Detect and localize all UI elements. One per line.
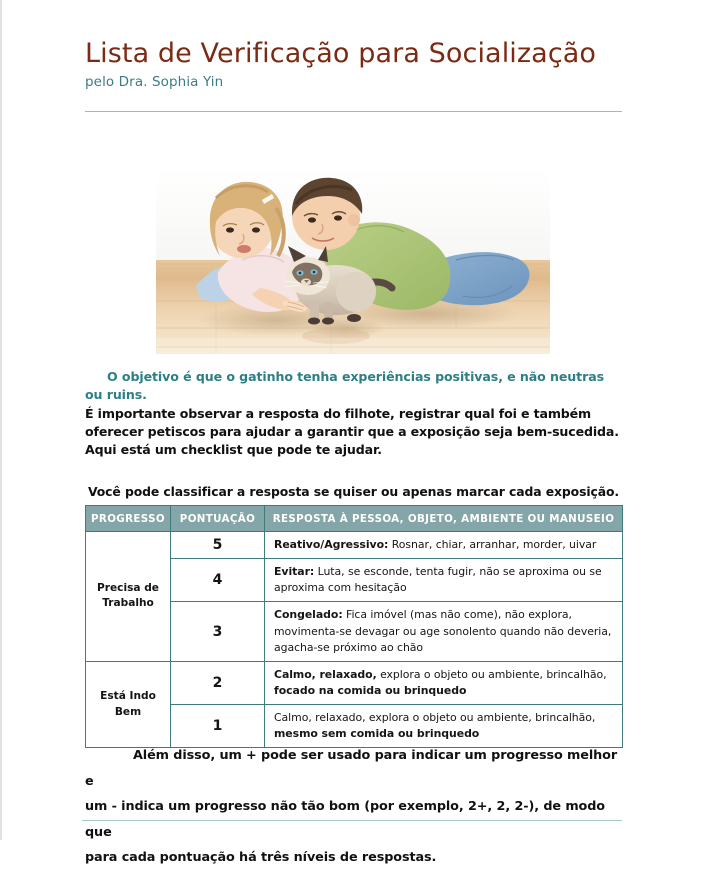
progress-label-line1: Precisa de — [97, 582, 159, 595]
column-header-score: PONTUAÇÃO — [171, 506, 265, 532]
response-lead: Congelado: — [274, 608, 343, 622]
children-with-kitten-illustration — [156, 168, 550, 354]
footer-divider — [82, 820, 622, 821]
progress-label-line2: Trabalho — [102, 597, 154, 610]
scoring-table-wrapper — [85, 505, 622, 748]
progress-group-needs-work — [86, 532, 171, 662]
progress-label-line1: Está Indo — [100, 690, 156, 703]
response-lead: Reativo/Agressivo: — [274, 538, 389, 551]
table-row — [86, 661, 623, 704]
response-lead: Calmo, relaxado, — [274, 667, 377, 681]
response-description — [265, 559, 623, 602]
response-text: explora o objeto ou ambiente, brincalhão, — [376, 667, 607, 681]
response-text: Rosnar, chiar, arranhar, morder, uivar — [388, 538, 597, 551]
response-description — [265, 661, 623, 704]
column-header-response: RESPOSTA À PESSOA, OBJETO, AMBIENTE OU MANUSEIO — [265, 506, 623, 532]
footer-note — [85, 743, 625, 871]
column-header-progress: PROGRESSO — [86, 506, 171, 532]
response-text: Luta, se esconde, tenta fugir, não se aproxima ou se aproxima com hesitação — [274, 565, 602, 595]
score-value: 5 — [171, 532, 265, 559]
response-description — [265, 705, 623, 748]
table-header-row — [86, 506, 623, 532]
response-description — [265, 532, 623, 559]
score-value: 2 — [171, 661, 265, 704]
footer-line-2: um - indica um progresso não tão bom (por exemplo, 2+, 2, 2-), de modo que — [85, 799, 605, 840]
table-row — [86, 532, 623, 559]
author-byline: pelo Dra. Sophia Yin — [85, 73, 224, 90]
document-header — [85, 38, 625, 90]
response-lead: Evitar: — [274, 565, 315, 579]
intro-paragraph — [85, 368, 622, 459]
footer-line-1: Além disso, um + pode ser usado para indicar um progresso melhor e — [85, 748, 618, 789]
header-divider — [85, 111, 622, 112]
progress-group-doing-well — [86, 661, 171, 748]
score-value: 1 — [171, 705, 265, 748]
response-tail: mesmo sem comida ou brinquedo — [274, 727, 480, 741]
response-text: Calmo, relaxado, explora o objeto ou ambiente, brincalhão, — [274, 711, 596, 725]
hero-photo — [156, 168, 550, 354]
progress-label-line2: Bem — [114, 705, 142, 718]
table-caption: Você pode classificar a resposta se quiser ou apenas marcar cada exposição. — [87, 484, 620, 499]
intro-body-text: É importante observar a resposta do filhote, registrar qual foi e também oferecer petiscos para ajudar a garantir que a exposição seja bem-sucedida. Aqui está um checklist que pode te ajudar. — [85, 406, 619, 457]
scoring-table — [85, 505, 623, 748]
page-title: Lista de Verificação para Socialização — [85, 38, 597, 69]
response-description — [265, 602, 623, 661]
intro-lead-sentence: O objetivo é que o gatinho tenha experiências positivas, e não neutras ou ruins. — [85, 369, 604, 402]
response-text: Fica imóvel (mas não come), não explora, movimenta-se devagar ou age sonolento quando não deveria, agacha-se próximo ao chão — [274, 608, 612, 654]
score-value: 3 — [171, 602, 265, 661]
score-value: 4 — [171, 559, 265, 602]
footer-line-3: para cada pontuação há três níveis de respostas. — [85, 850, 437, 866]
response-tail: focado na comida ou brinquedo — [274, 683, 467, 697]
